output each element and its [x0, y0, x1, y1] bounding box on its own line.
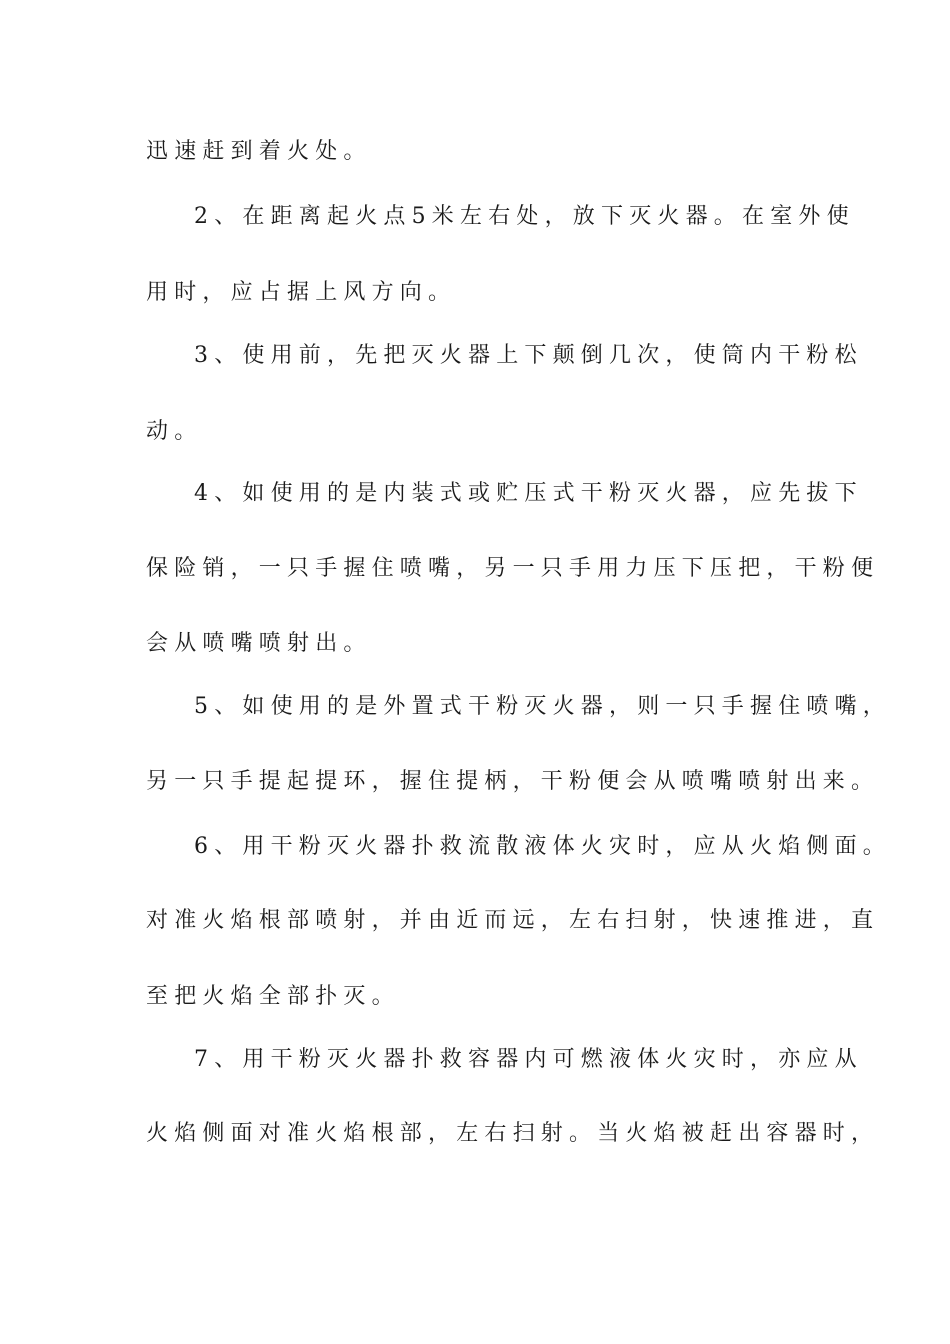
text-line: 6、用干粉灭火器扑救流散液体火灾时，应从火焰侧面。 — [194, 834, 891, 859]
text-line: 至把火焰全部扑灭。 — [146, 984, 400, 1009]
text-line: 保险销，一只手握住喷嘴，另一只手用力压下压把，干粉便 — [146, 556, 880, 581]
text-line: 5、如使用的是外置式干粉灭火器，则一只手握住喷嘴， — [194, 694, 891, 719]
text-line: 3、使用前，先把灭火器上下颠倒几次，使筒内干粉松 — [194, 343, 863, 368]
text-line: 会从喷嘴喷射出。 — [146, 631, 372, 656]
text-line: 另一只手提起提环，握住提柄，干粉便会从喷嘴喷射出来。 — [146, 769, 880, 794]
text-line: 7、用干粉灭火器扑救容器内可燃液体火灾时，亦应从 — [194, 1047, 863, 1072]
text-line: 4、如使用的是内装式或贮压式干粉灭火器，应先拔下 — [194, 481, 863, 506]
text-line: 迅速赶到着火处。 — [146, 139, 372, 164]
text-line: 火焰侧面对准火焰根部，左右扫射。当火焰被赶出容器时， — [146, 1121, 880, 1146]
text-line: 对准火焰根部喷射，并由近而远，左右扫射，快速推进，直 — [146, 908, 880, 933]
text-line: 用时，应占据上风方向。 — [146, 280, 457, 305]
text-line: 2、在距离起火点5米左右处，放下灭火器。在室外使 — [194, 204, 855, 229]
text-line: 动。 — [146, 419, 203, 444]
